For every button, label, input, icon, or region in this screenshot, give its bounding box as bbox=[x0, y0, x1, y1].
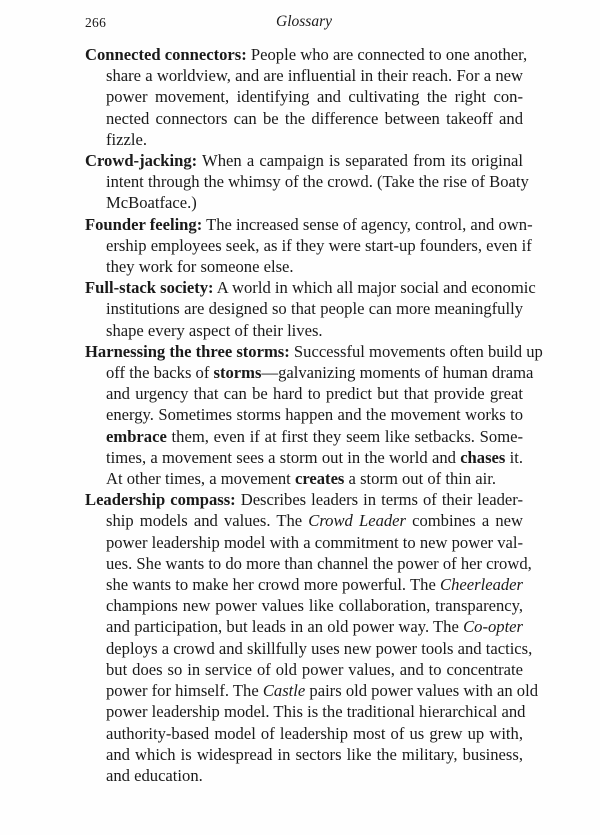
entry-line: ues. She wants to do more than channel the power of her crowd, bbox=[106, 553, 532, 573]
glossary-entry bbox=[85, 44, 528, 150]
bold-text: Crowd-jacking: bbox=[85, 151, 198, 171]
entry-first-line: Harnessing the three storms: Successful movements often build up bbox=[85, 341, 543, 361]
running-header bbox=[85, 13, 523, 33]
bold-text: Founder feeling: bbox=[85, 214, 203, 234]
bold-text: Full-stack society: bbox=[85, 278, 214, 298]
glossary-entry bbox=[85, 277, 536, 341]
entry-first-line: Leadership compass: Describes leaders in terms of their leader- bbox=[85, 490, 523, 510]
entry-line: ership employees seek, as if they were start-up founders, even if bbox=[106, 235, 532, 255]
entry-line: ship models and values. The Crowd Leader combines a new bbox=[106, 511, 523, 531]
bold-text: Connected connectors: bbox=[85, 45, 247, 64]
entry-line: and which is widespread in sectors like the military, business, bbox=[106, 744, 523, 764]
entry-line: and urgency that can be hard to predict but that provide great bbox=[106, 384, 523, 404]
entry-line: nected connectors can be the difference between takeoff and bbox=[106, 108, 523, 128]
entry-line: deploys a crowd and skillfully uses new power tools and tactics, bbox=[106, 638, 533, 658]
entry-line: embrace them, even if at first they seem like setbacks. Some- bbox=[106, 426, 523, 446]
entry-line: off the backs of storms—galvanizing moments of human drama bbox=[106, 363, 534, 383]
page-number: 266 bbox=[85, 15, 107, 30]
entry-line: authority-based model of leadership most of us grew up with, bbox=[106, 723, 523, 743]
entry-line: times, a movement sees a storm out in the world and chases it. bbox=[106, 447, 523, 467]
glossary-entry bbox=[85, 150, 529, 214]
entry-first-line: Connected connectors: People who are connected to one another, bbox=[85, 45, 528, 64]
entry-first-line: Founder feeling: The increased sense of agency, control, and own- bbox=[85, 214, 533, 234]
bold-text: Harnessing the three storms: bbox=[85, 341, 290, 361]
entry-line: energy. Sometimes storms happen and the movement works to bbox=[106, 405, 523, 425]
entry-line: and participation, but leads in an old power way. The Co-opter bbox=[106, 617, 523, 637]
glossary-entry bbox=[85, 214, 533, 278]
italic-text: Castle bbox=[262, 681, 306, 701]
italic-text: Crowd Leader bbox=[308, 511, 406, 531]
bold-text: embrace bbox=[106, 426, 167, 446]
running-head-title: Glossary bbox=[276, 13, 332, 30]
italic-text: Co-opter bbox=[463, 617, 523, 637]
entry-first-line: Crowd-jacking: When a campaign is separated from its original bbox=[85, 151, 523, 171]
glossary-entry bbox=[85, 489, 538, 786]
italic-text: Cheerleader bbox=[440, 575, 523, 595]
entry-first-line: Full-stack society: A world in which all major social and economic bbox=[85, 278, 536, 298]
entry-line: power for himself. The Castle pairs old power values with an old bbox=[106, 681, 538, 701]
entry-line: and education. bbox=[106, 765, 203, 785]
entry-line: she wants to make her crowd more powerful. The Cheerleader bbox=[106, 575, 523, 595]
bold-text: chases bbox=[460, 447, 506, 467]
entry-line: intent through the whimsy of the crowd. (Take the rise of Boaty bbox=[106, 172, 529, 192]
entry-line: fizzle. bbox=[106, 129, 147, 149]
bold-text: creates bbox=[294, 469, 345, 489]
glossary-body bbox=[85, 44, 543, 786]
entry-line: McBoatface.) bbox=[106, 193, 197, 213]
bold-text: Leadership compass: bbox=[85, 490, 236, 510]
glossary-entry bbox=[85, 341, 543, 489]
bold-text: storms bbox=[213, 363, 262, 383]
entry-line: institutions are designed so that people can more meaningfully bbox=[106, 299, 523, 319]
entry-line: but does so in service of old power values, and to concentrate bbox=[106, 659, 523, 679]
entry-line: power movement, identifying and cultivating the right con- bbox=[106, 87, 523, 107]
entry-line: power leadership model with a commitment to new power val- bbox=[106, 532, 524, 552]
entry-line: power leadership model. This is the traditional hierarchical and bbox=[106, 702, 526, 722]
entry-line: shape every aspect of their lives. bbox=[106, 320, 323, 340]
entry-line: they work for someone else. bbox=[106, 257, 294, 277]
entry-line: share a worldview, and are influential in their reach. For a new bbox=[106, 66, 523, 86]
entry-line: At other times, a movement creates a storm out of thin air. bbox=[106, 469, 497, 489]
entry-line: champions new power values like collaboration, transparency, bbox=[106, 596, 523, 616]
